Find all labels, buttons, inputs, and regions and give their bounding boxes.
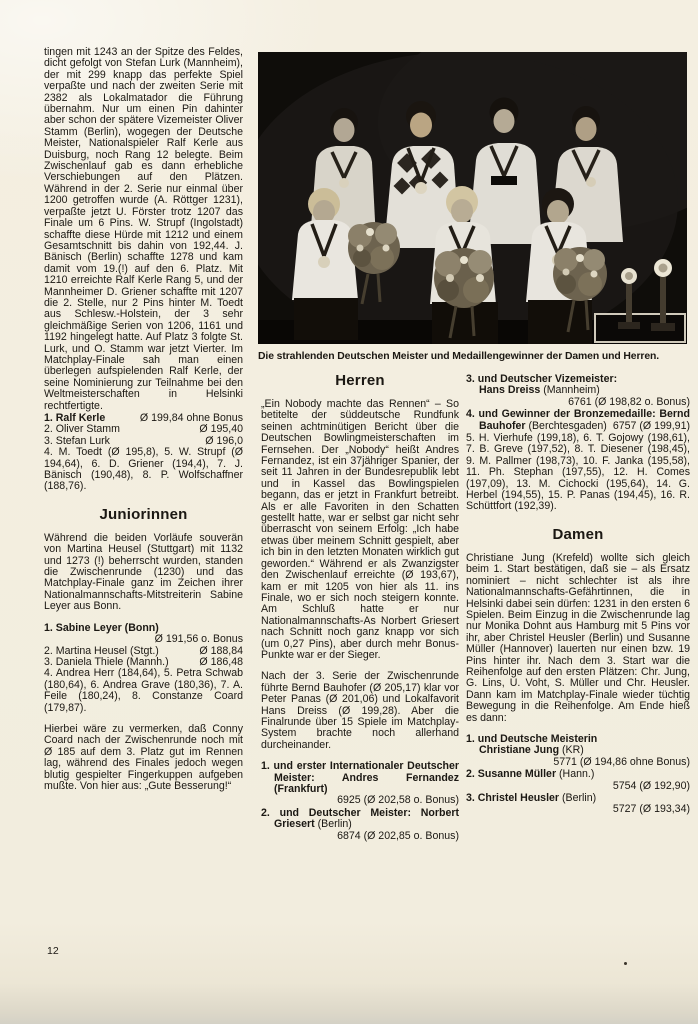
juniorinnen-closing-paragraph: Hierbei wäre zu vermerken, daß Conny Coard nach der Zwischenrunde noch mit Ø 185 auf dem 3. Platz gut im Rennen lag, während des Finales jedoch wegen blutig gespielter Fingerkuppen aufgeben mußte. Von hier aus: „Gute Besserung!“ bbox=[44, 722, 243, 792]
rank-name: 1. Sabine Leyer (Bonn) bbox=[44, 621, 159, 634]
rank-location: (Berlin) bbox=[317, 818, 352, 831]
herren-column bbox=[261, 372, 459, 843]
rank-name: 1. Ralf Kerle bbox=[44, 412, 106, 424]
herren-ranks-4-8: 4. M. Toedt (Ø 195,8), 5. W. Strupf (Ø 194,64), 6. D. Griener (194,4), 7. J. Bänisch (190,48), 8. P. Wolfschaffner (188,76). bbox=[44, 446, 243, 493]
rank-value: 6925 (Ø 202,58 o. Bonus) bbox=[337, 794, 459, 807]
medal-winners-photo-graphic bbox=[258, 52, 687, 344]
rank-location: (Berlin) bbox=[561, 792, 597, 804]
herren-result-4 bbox=[466, 409, 690, 432]
rank-value: 5727 (Ø 193,34) bbox=[612, 803, 690, 816]
rank-name: 3. Stefan Lurk bbox=[44, 434, 110, 447]
juniorinnen-heading: Juniorinnen bbox=[99, 505, 188, 523]
skirt bbox=[432, 302, 498, 344]
intro-paragraph: tingen mit 1243 an der Spitze des Feldes, dicht gefolgt von Stefan Lurk (Mannheim), der mit 299 knapp das perfekte Spiel verpaßte und nach der zweiten Serie mit 2382 als Lokalmatador die Führung übernahm. Nur um einen Pin dahinter aber schon der spätere Vizemeister Oliver Stamm (Berlin), wogegen der Deutsche Meister, Nationalspieler Ralf Kerle aus Duisburg, noch Rang 12 belegte. Beim Zwischenlauf gab es dann erhebliche Verschiebungen auf den Plätzen. Während in der 2. Serie nur einmal über 1200 getroffen wurde (A. Röttger 1231), verpaßte jetzt U. Förster trotz 1207 das Finale um 6 Pins. W. Strupf (Ingolstadt) schaffte diese Hürde mit 1212 und einem Gesamtschnitt bis dahin von 192,44. J. Bänisch (Berlin) schaffte 1278 und kam damit vom 19.(!) auf den 6. Platz. Mit 1210 erreichte Ralf Kerle Rang 5, und der Mannheimer D. Griener schaffte mit 1207 die 2. Stelle, nur 2 Pins hinter M. Toedt aus Schlesw.-Holstein, der 3 sehr gleichmäßige Serien von 1206, 1161 und 1192 hingelegt hatte. Auf Platz 3 folgte St. Lurk, und O. Stamm war jetzt Vierter. Im Matchplay-Finale sah man einen überlegen aufspielenden Ralf Kerle, der seine Nominierung zur Teilnahme bei den Weltmeisterschaften in Helsinki rechtfertigte. bbox=[44, 46, 243, 412]
rank-value: 5754 (Ø 192,90) bbox=[612, 779, 690, 792]
herren-ranks-5-16: 5. H. Vierhufe (199,18), 6. T. Gojowy (198,61), 7. B. Greve (197,52), 8. T. Diesener (198,45), 9. M. Pallmer (198,73), 10. F. Janka (195,58), 11. Ph. Stephan (197,55), 12. H. Comes (197,09), 13. M. Cichocki (195,64), 14. G. Herbel (194,55), 15. P. Panas (194,45), 16. R. Schüttfort (192,39). bbox=[466, 432, 690, 513]
rank-value: Ø 188,84 bbox=[199, 644, 243, 657]
herren-top3-list bbox=[44, 413, 243, 493]
rank-title: 2. und Deutscher Meister: Norbert Griesert bbox=[261, 806, 459, 831]
rank-title: 4. und Gewinner der Bronzemedaille: Bernd Bauhofer bbox=[466, 408, 690, 432]
medal bbox=[586, 177, 596, 187]
rank-value: Ø 195,40 bbox=[199, 423, 243, 436]
medal bbox=[415, 182, 427, 194]
medal-plaque bbox=[491, 176, 517, 185]
medal bbox=[318, 256, 330, 268]
herren-paragraph-2: Nach der 3. Serie der Zwischenrunde führte Bernd Bauhofer (Ø 205,17) klar vor Peter Panas (Ø 201,06) und Lokalfavorit Hans Dreiss (Ø 199,28). Aber die Finalrunde über 15 Spiele im Matchplay-System brachte noch allerhand durcheinander. bbox=[261, 670, 459, 751]
rank-value: 5771 (Ø 194,86 ohne Bonus) bbox=[553, 755, 690, 768]
herren-heading: Herren bbox=[335, 372, 385, 389]
juniorinnen-paragraph: Während die beiden Vorläufe souverän von Martina Heusel (Stuttgart) mit 1132 und 1273 (!) beherrscht wurden, standen die Zwischenrunde (1230) und das Matchplay-Finale ganz im Zeichen ihrer Nationalmannschafts-Mitstreiterin Sabine Leyer aus Bonn. bbox=[44, 531, 243, 613]
rank-value: 6757 (Ø 199,91) bbox=[612, 419, 690, 432]
rank-name: 2. Martina Heusel (Stgt.) bbox=[44, 644, 159, 657]
photo-caption: Die strahlenden Deutschen Meister und Medaillengewinner der Damen und Herren. bbox=[258, 351, 660, 362]
rank-location: (KR) bbox=[562, 744, 584, 757]
rank-name: 3. Daniela Thiele (Mannh.) bbox=[44, 655, 169, 668]
rank-value: 6874 (Ø 202,85 o. Bonus) bbox=[337, 829, 459, 842]
page-number: 12 bbox=[47, 945, 59, 957]
medal-winners-photo bbox=[258, 52, 687, 344]
damen-result-2 bbox=[466, 769, 690, 792]
rank-value: Ø 191,56 o. Bonus bbox=[154, 633, 243, 646]
herren-result-1 bbox=[261, 761, 459, 807]
left-column bbox=[44, 47, 243, 802]
rank-title: 1. und erster Internationaler Deutscher Meister: Andres Fernandez (Frankfurt) bbox=[261, 760, 459, 795]
rank-value: Ø 186,48 bbox=[199, 655, 243, 668]
damen-result-3 bbox=[466, 793, 690, 816]
print-speck bbox=[624, 962, 627, 965]
rank-title: 1. und Deutsche Meisterin bbox=[466, 732, 598, 745]
rank-name: 2. Oliver Stamm bbox=[44, 423, 120, 436]
rank-name: Hans Dreiss bbox=[479, 384, 541, 397]
medal bbox=[339, 178, 349, 188]
rank-value: Ø 196,0 bbox=[205, 434, 243, 447]
herren-paragraph-1: „Ein Nobody machte das Rennen“ – So betitelte der süddeutsche Rundfunk seinen achtminütigen Bericht über die Deutschen Bowlingmeisterschaften im Fernsehen. Der „Nobody“ heißt Andres Fernandez, ist ein 37jähriger Spanier, der seit 11 Jahren in der Bundesrepublik lebt und in Kassel das Bowlingspielen begann, das er jetzt in Frankfurt betreibt. Als er alle Favoriten in den Schatten gestellt hatte, war er selbst gar nicht sehr überrascht von seinem Erfolg: „Ich habe etwas über meinem Schnitt gespielt, aber ich bin in den letzten Monaten wirklich gut geworden.“ Während er als Zwanzigster den Zwischenlauf erreichte (Ø 193,67), kam er mit 1205 von hier als 11. ins Finale, wo er sich noch steigern konnte. Am Schluß hatte er nur Nationalmannschafts-As Norbert Griesert nach Schnitt noch ganz knapp vor sich (um 0,27 Pins), aber durch mehr Bonus-Punkte war er der Sieger. bbox=[261, 398, 459, 661]
right-column bbox=[466, 374, 690, 817]
herren-result-2 bbox=[261, 808, 459, 842]
skirt bbox=[294, 298, 358, 340]
rank-name: 3. Christel Heusler bbox=[466, 792, 560, 804]
rank-location: (Mannheim) bbox=[543, 384, 600, 397]
rank-name: Christiane Jung bbox=[479, 744, 560, 757]
skirt bbox=[528, 300, 592, 344]
rank-value: Ø 199,84 ohne Bonus bbox=[139, 412, 243, 424]
rank-name: 2. Susanne Müller bbox=[466, 768, 557, 781]
rank-location: (Berchtesgaden) bbox=[528, 419, 607, 432]
damen-heading: Damen bbox=[552, 525, 604, 543]
rank-title: 3. und Deutscher Vizemeister: bbox=[466, 373, 618, 385]
juniorinnen-list bbox=[44, 623, 243, 714]
damen-paragraph: Christiane Jung (Krefeld) wollte sich gleich beim 1. Start bestätigen, daß sie – als Ersatz nominiert – nicht schlechter ist als ihre Nationalmannschafts-Gefährtinnen, die in Helsinki dabei sein dürfen: 1231 in den ersten 6 Spielen. Beim Einzug in die Zwischenrunde lag nur Monika Dohnt aus Hamburg mit 5 Pins vor ihr, aber Christel Heusler (Berlin) und Susanne Müller (Hannover) lauerten nur einen bzw. 19 Pins hinter ihr. Nach dem 3. Start war die Reihenfolge auf den ersten Plätzen: Chr. Jung, G. Lins, U. Voht, S. Müller und Chr. Heusler. Dann kam im Matchplay-Finale wieder tüchtig Bewegung in die Reihenfolge. Am Ende hieß es dann: bbox=[466, 551, 690, 724]
rank-location: (Hann.) bbox=[559, 768, 595, 781]
damen-result-1 bbox=[466, 734, 690, 768]
juniorinnen-ranks-4-8: 4. Andrea Herr (184,64), 5. Petra Schwab (180,64), 6. Andrea Grave (180,36), 7. A. Feile (180,24), 8. Constanze Coard (179,87). bbox=[44, 667, 243, 714]
rank-value: 6761 (Ø 198,82 o. Bonus) bbox=[568, 395, 690, 408]
herren-result-3 bbox=[466, 374, 690, 408]
